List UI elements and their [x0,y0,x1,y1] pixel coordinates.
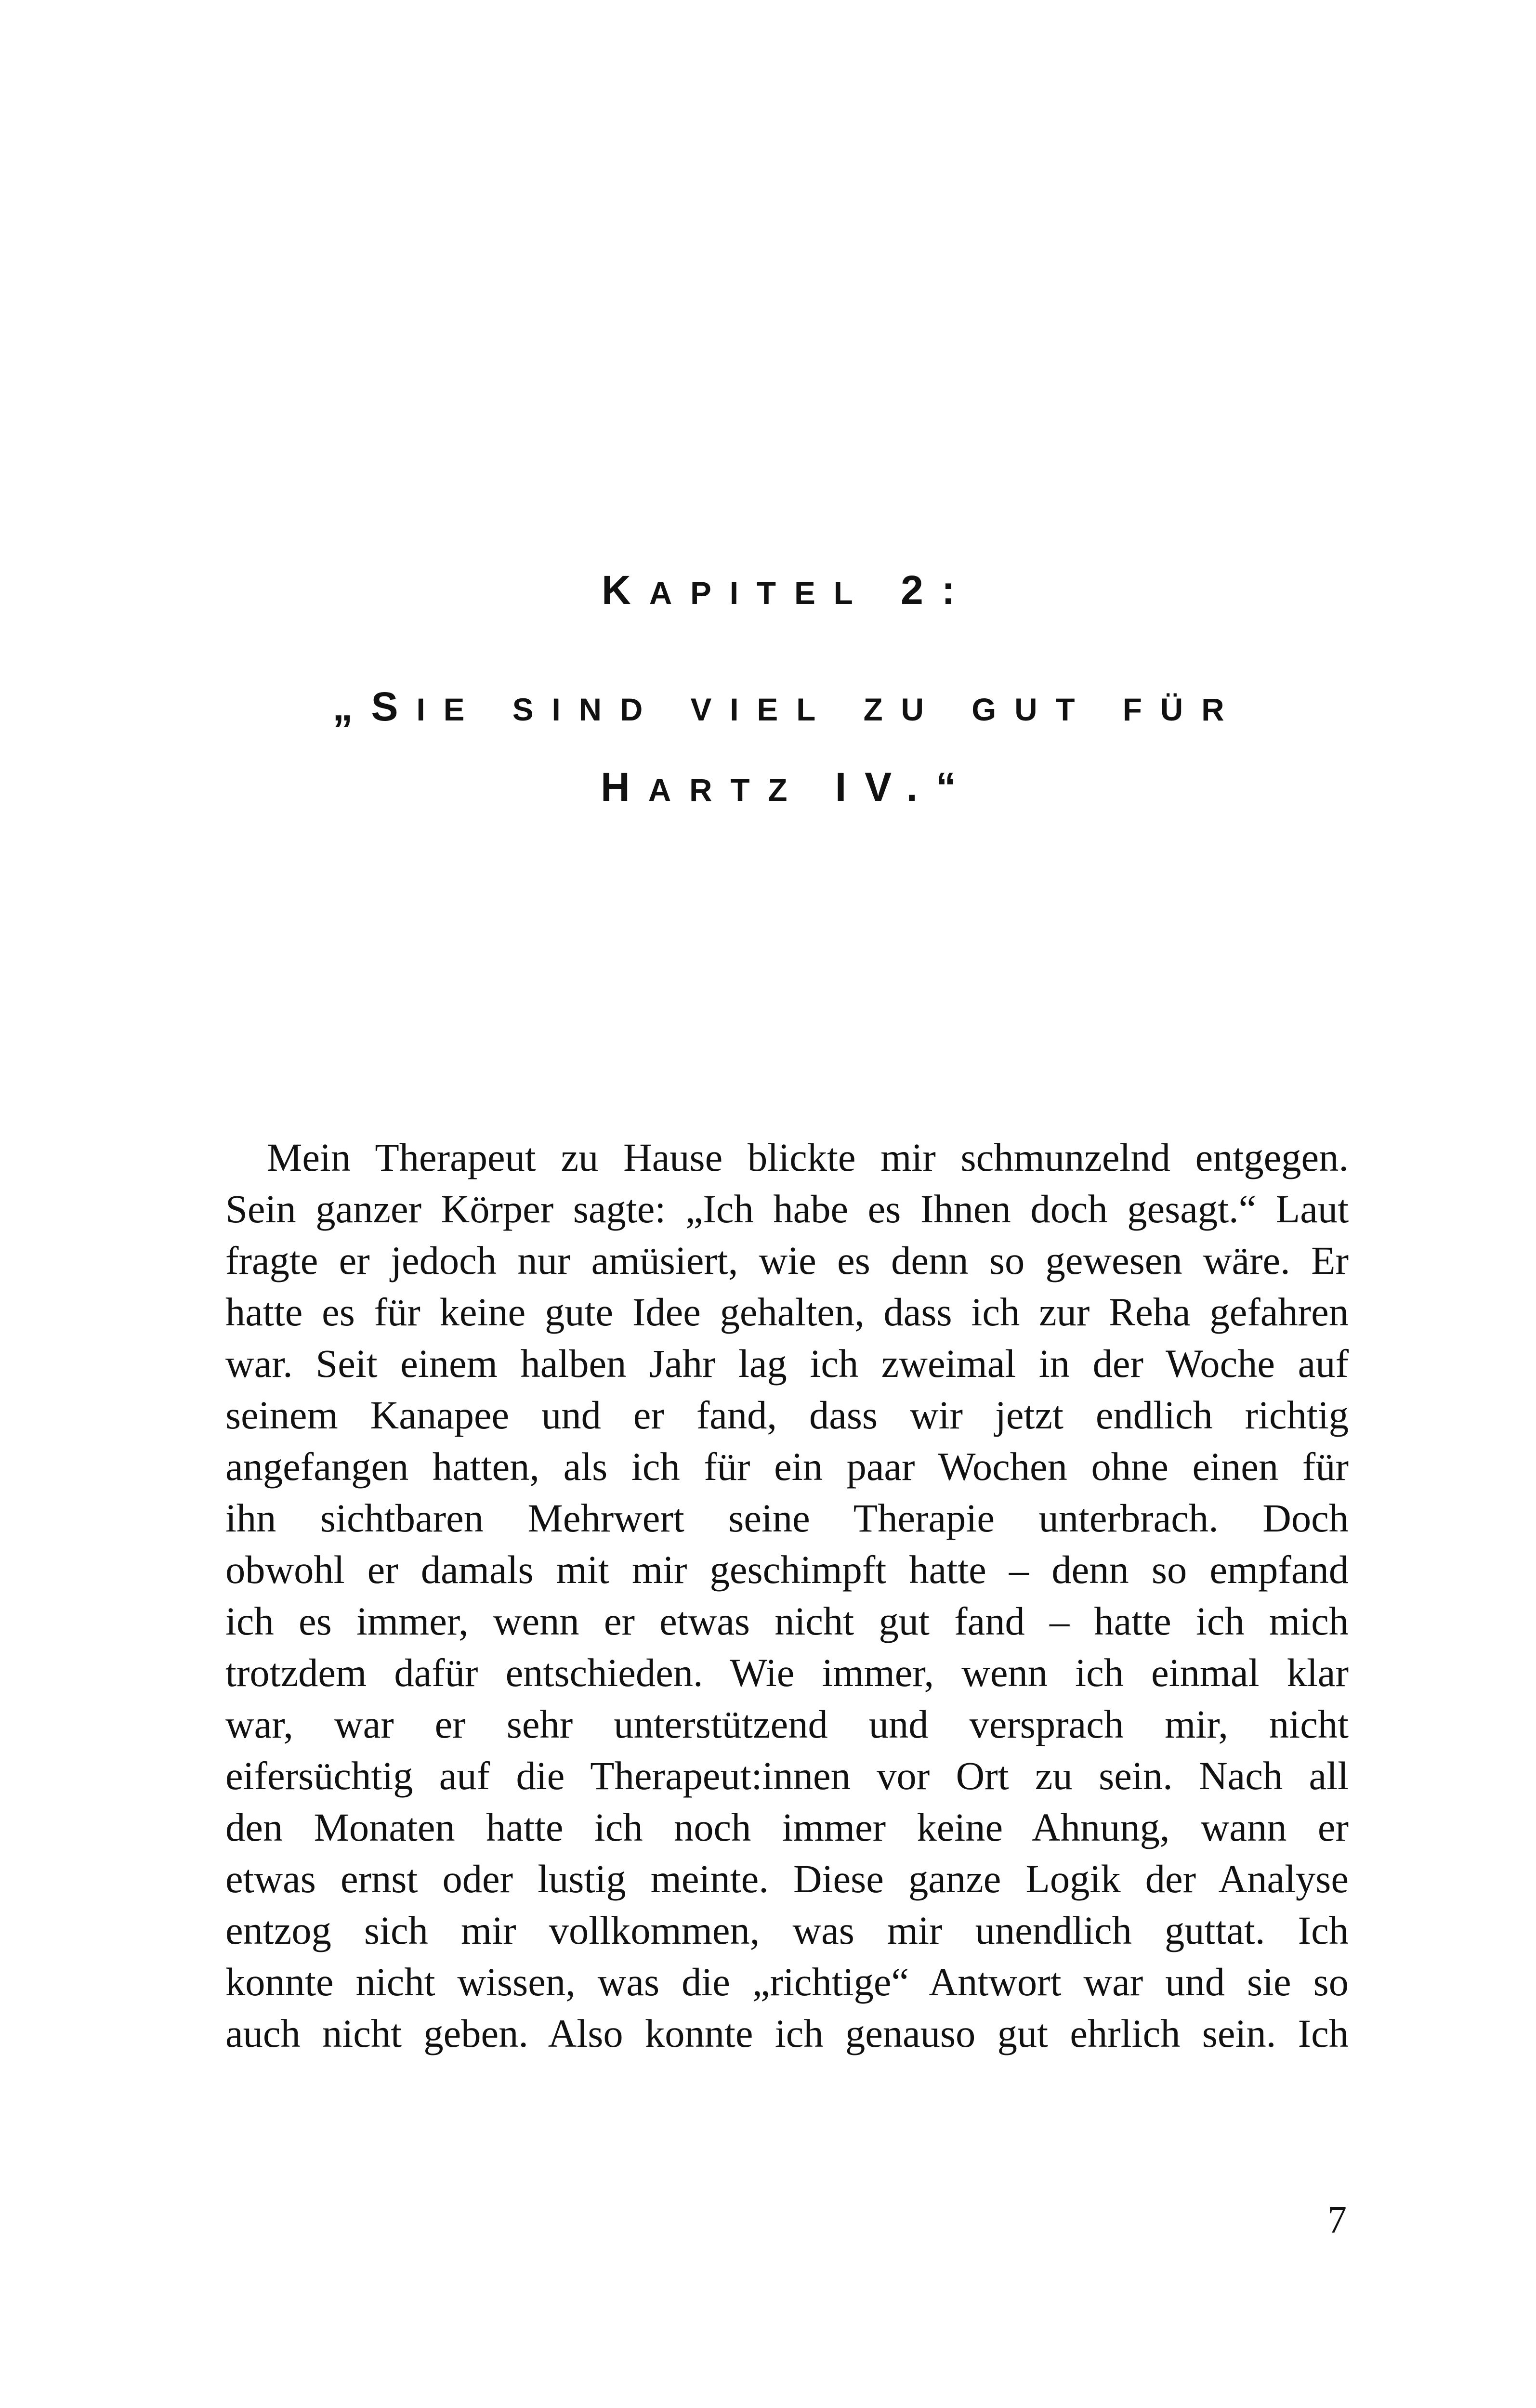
text-line: etwas ernst oder lustig meinte. Diese ganze Logik der Analyse [225,1857,1349,1901]
text-line: hatte es für keine gute Idee gehalten, dass ich zur Reha gefahren [225,1290,1349,1334]
text-line: Mein Therapeut zu Hause blickte mir schmunzelnd entgegen. [267,1135,1349,1179]
text-line: eifersüchtig auf die Therapeut:innen vor Ort zu sein. Nach all [225,1754,1349,1798]
text-line: ihn sichtbaren Mehrwert seine Therapie unterbrach. Doch [225,1496,1349,1540]
text-line: entzog sich mir vollkommen, was mir unendlich guttat. Ich [225,1908,1349,1952]
text-line: den Monaten hatte ich noch immer keine Ahnung, wann er [225,1805,1349,1849]
text-line: obwohl er damals mit mir geschimpft hatte – denn so empfand [225,1547,1349,1592]
text-line: Sein ganzer Körper sagte: „Ich habe es Ihnen doch gesagt.“ Laut [225,1187,1349,1231]
text-line: auch nicht geben. Also konnte ich genauso gut ehrlich sein. Ich [225,2011,1349,2055]
chapter-label-text: KAPITEL 2: [602,567,973,613]
chapter-title [226,668,1349,829]
chapter-title-line-1: „SIE SIND VIEL ZU GUT FÜR [332,684,1243,729]
text-line: fragte er jedoch nur amüsiert, wie es denn so gewesen wäre. Er [225,1238,1349,1283]
text-line: seinem Kanapee und er fand, dass wir jetzt endlich richtig [225,1393,1349,1437]
text-line: war, war er sehr unterstützend und versprach mir, nicht [225,1702,1349,1746]
chapter-label [226,563,1349,620]
chapter-title-line-2: HARTZ IV.“ [601,764,974,810]
text-line: ich es immer, wenn er etwas nicht gut fand – hatte ich mich [225,1599,1349,1643]
page-number: 7 [1327,2199,1347,2241]
text-line: war. Seit einem halben Jahr lag ich zweimal in der Woche auf [225,1341,1349,1386]
text-line: angefangen hatten, als ich für ein paar Wochen ohne einen für [225,1444,1349,1489]
text-line: trotzdem dafür entschieden. Wie immer, wenn ich einmal klar [225,1650,1349,1695]
chapter-heading [226,563,1349,829]
body-paragraph [225,1132,1349,2059]
text-line: konnte nicht wissen, was die „richtige“ Antwort war und sie so [225,1960,1349,2004]
